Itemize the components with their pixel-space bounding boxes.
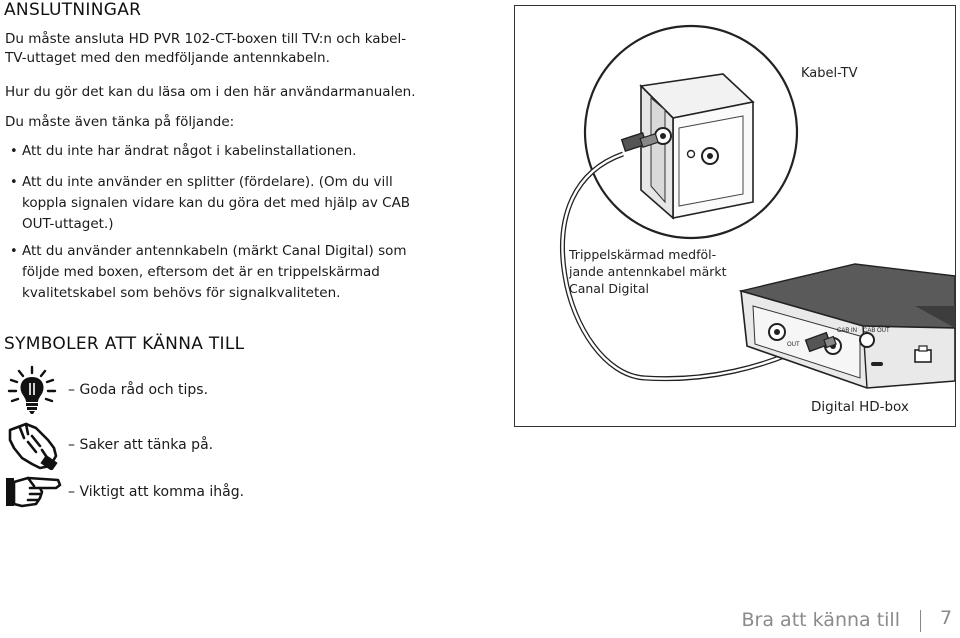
- bullet-dot: •: [10, 175, 18, 190]
- digital-hd-box-graphic: [741, 264, 955, 388]
- intro-line-1: Du måste ansluta HD PVR 102-CT-boxen till TV:n och kabel-: [5, 31, 407, 47]
- footer-section-title: Bra att känna till: [741, 609, 900, 631]
- connection-diagram: [515, 6, 955, 426]
- bullet-dot: •: [10, 244, 18, 259]
- bullet-3-line-1: Att du använder antennkabeln (märkt Canal Digital) som: [22, 243, 407, 259]
- bullet-2-line-3: OUT-uttaget.): [22, 216, 114, 232]
- label-antenna-cable-line-2: jande antennkabel märkt: [569, 264, 727, 279]
- symbol-row-consider: [0, 420, 400, 470]
- bullet-2-line-2: koppla signalen vidare kan du göra det med hjälp av CAB: [22, 195, 411, 211]
- bullet-item-1: [5, 141, 475, 162]
- symbol-text-tips: – Goda råd och tips.: [68, 382, 209, 398]
- intro-paragraph: [5, 30, 475, 68]
- bullet-item-2: [5, 172, 475, 235]
- bullet-item-3: [5, 241, 475, 304]
- symbol-text-remember: – Viktigt att komma ihåg.: [68, 484, 245, 500]
- bullet-3-line-3: kvalitetskabel som behövs för signalkvaliteten.: [22, 285, 341, 301]
- label-antenna-cable-line-3: Canal Digital: [569, 281, 649, 296]
- manual-note: Hur du gör det kan du läsa om i den här användarmanualen.: [5, 84, 416, 100]
- symbol-row-tips: [0, 365, 400, 415]
- intro-line-2: TV-uttaget med den medföljande antennkabeln.: [5, 50, 330, 66]
- label-antenna-cable-line-1: Trippelskärmad medföl-: [569, 247, 717, 262]
- bullet-1-line-1: Att du inte har ändrat något i kabelinstallationen.: [22, 143, 357, 159]
- wall-socket-graphic: [641, 74, 753, 218]
- port-label-cab-in: CAB IN: [837, 328, 858, 334]
- lightbulb-icon: [6, 365, 58, 415]
- port-label-out: OUT: [787, 342, 800, 348]
- label-digital-hd-box: Digital HD-box: [811, 399, 909, 415]
- footer-page-number: 7: [940, 607, 953, 629]
- footer-separator: [920, 610, 921, 632]
- symbol-row-remember: [0, 474, 400, 524]
- connection-illustration: [514, 5, 956, 427]
- symbol-text-consider: – Saker att tänka på.: [68, 437, 214, 453]
- bullet-dot: •: [10, 144, 18, 159]
- bullet-2-line-1: Att du inte använder en splitter (fördelare). (Om du vill: [22, 174, 393, 190]
- bullet-3-line-2: följde med boxen, eftersom det är en trippelskärmad: [22, 264, 380, 280]
- label-antenna-cable: [569, 246, 727, 297]
- port-label-cab-out: CAB OUT: [863, 328, 890, 334]
- pointing-hand-icon: [6, 474, 62, 510]
- pressing-hand-icon: [6, 420, 60, 470]
- label-kabel-tv: Kabel-TV: [801, 66, 858, 81]
- section-heading-symbols: SYMBOLER ATT KÄNNA TILL: [4, 334, 245, 354]
- consider-intro: Du måste även tänka på följande:: [5, 114, 235, 130]
- section-heading-connections: ANSLUTNINGAR: [4, 0, 142, 20]
